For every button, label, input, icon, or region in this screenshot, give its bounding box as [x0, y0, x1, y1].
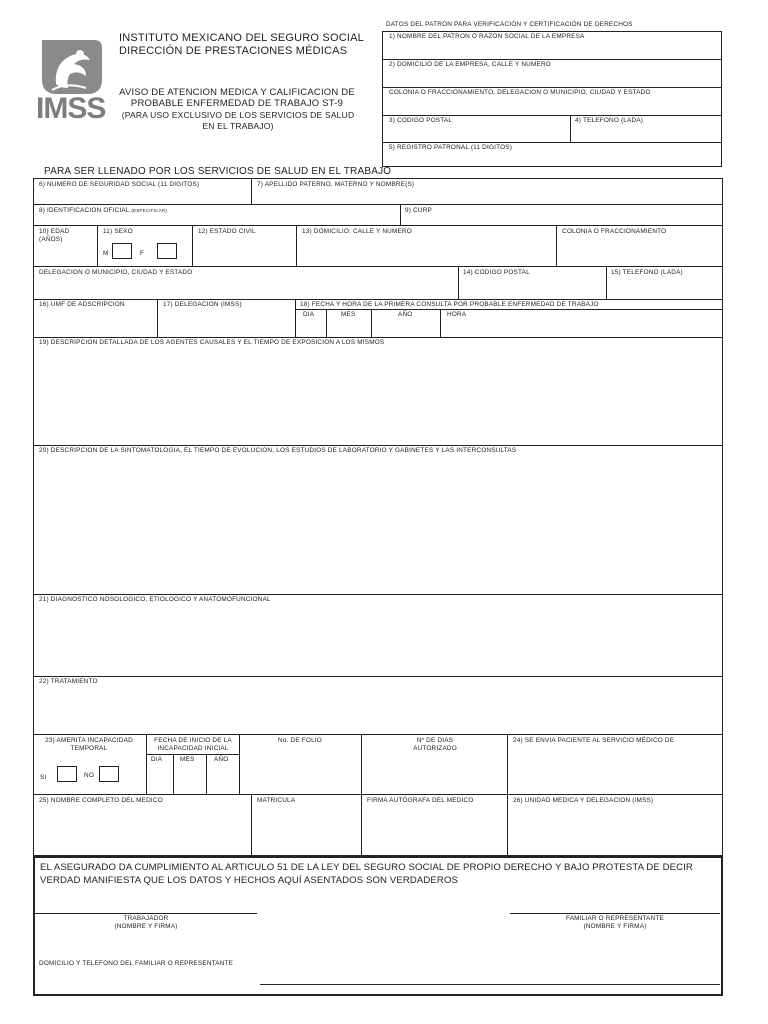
address-field[interactable]: 13) DOMICILIO: CALLE Y NUMERO	[302, 228, 412, 235]
employer-colonia-field[interactable]: COLONIA O FRACCIONAMIENTO, DELEGACION O MUNICIPIO, CIUDAD Y ESTADO	[389, 89, 651, 96]
consult-month-field[interactable]: MES	[341, 311, 356, 318]
first-consult-label: 18) FECHA Y HORA DE LA PRIMERA CONSULTA POR PROBABLE ENFERMEDAD DE TRABAJO	[300, 301, 599, 308]
marital-status-field[interactable]: 12) ESTADO CIVIL	[198, 228, 256, 235]
name-field[interactable]: 7) APELLIDO PATERNO, MATERNO Y NOMBRE(S)	[257, 181, 415, 188]
worker-signature-sub: (NOMBRE Y FIRMA)	[114, 923, 178, 930]
symptoms-field[interactable]: 20) DESCRIPCION DE LA SINTOMATOLOGIA, EL TIEMPO DE EVOLUCION, LOS ESTUDIOS DE LABORATORIO Y GABINETES Y LAS INTERCONSULTAS	[39, 447, 517, 454]
imss-delegation-field[interactable]: 17) DELEGACION (IMSS)	[163, 301, 242, 308]
diagnosis-field[interactable]: 21) DIAGNOSTICO NOSOLOGICO, ETIOLOGICO Y ANATOMOFUNCIONAL	[39, 596, 271, 603]
patient-postal-code-field[interactable]: 14) CODIGO POSTAL	[463, 269, 530, 276]
incapacity-start-label: FECHA DE INICIO DE LA INCAPACIDAD INICIAL	[154, 737, 232, 752]
employer-postal-code-field[interactable]: 3) CODIGO POSTAL	[389, 117, 453, 124]
incapacity-si-label: SI	[40, 774, 47, 781]
nss-field[interactable]: 6) NUMERO DE SEGURIDAD SOCIAL (11 DIGITOS)	[39, 181, 200, 188]
incapacity-month-field[interactable]: MES	[180, 756, 195, 763]
form-subtitle: (PARA USO EXCLUSIVO DE LOS SERVICIOS DE SALUD EN EL TRABAJO)	[121, 110, 355, 131]
incapacity-day-field[interactable]: DIA	[151, 756, 163, 763]
sex-m-checkbox[interactable]	[112, 243, 132, 259]
section-title: PARA SER LLENADO POR LOS SERVICIOS DE SALUD EN EL TRABAJO	[44, 166, 392, 177]
medical-unit-field[interactable]: 26) UNIDAD MEDICA Y DELEGACION (IMSS)	[513, 797, 654, 804]
curp-field[interactable]: 9) CURP	[405, 207, 432, 214]
institute-name: INSTITUTO MEXICANO DEL SEGURO SOCIAL	[119, 32, 364, 44]
doctor-signature-field[interactable]: FIRMA AUTÓGRAFA DEL MEDICO	[367, 797, 474, 804]
employer-name-field[interactable]: 1) NOMBRE DEL PATRON O RAZON SOCIAL DE LA EMPRESA	[389, 33, 585, 40]
form-title-line2: PROBABLE ENFERMEDAD DE TRABAJO ST-9	[130, 98, 344, 109]
employer-section-title: DATOS DEL PATRÓN PARA VERIFICACIÓN Y CERTIFICACIÓN DE DERECHOS	[386, 21, 633, 28]
sex-label: 11) SEXO	[103, 228, 133, 235]
logo-text: IMSS	[36, 92, 106, 125]
incapacity-no-label: NO	[84, 772, 94, 779]
age-field[interactable]: 10) EDAD (AÑOS)	[39, 228, 70, 243]
folio-field[interactable]: No. DE FOLIO	[278, 737, 322, 744]
declaration-text: EL ASEGURADO DA CUMPLIMIENTO AL ARTICULO 51 DE LA LEY DEL SEGURO SOCIAL DE PROPIO DERECHO Y BAJO PROTESTA DE DECIR VERDAD MANIFIESTA QUE LOS DATOS Y HECHOS AQUÍ ASENTADOS SON VERDADEROS	[40, 862, 693, 886]
id-field[interactable]	[39, 207, 167, 215]
colonia-field[interactable]: COLONIA O FRACCIONAMIENTO	[562, 228, 667, 235]
delegacion-field[interactable]: DELEGACION O MUNICIPIO, CIUDAD Y ESTADO	[39, 269, 193, 276]
causal-agents-field[interactable]: 19) DESCRIPCION DETALLADA DE LOS AGENTES CAUSALES Y EL TIEMPO DE EXPOSICION A LOS MISMOS	[39, 339, 385, 346]
incapacity-no-checkbox[interactable]	[99, 766, 119, 782]
main-form	[33, 178, 723, 856]
authorized-days-field[interactable]: Nº DE DIAS AUTORIZADO	[413, 737, 457, 752]
incapacity-si-checkbox[interactable]	[57, 766, 77, 782]
employer-registry-field[interactable]: 5) REGISTRO PATRONAL (11 DIGITOS)	[389, 144, 513, 151]
representative-signature-label: FAMILIAR O REPRESENTANTE	[565, 915, 665, 922]
sex-f-checkbox[interactable]	[157, 243, 177, 259]
worker-signature-label: TRABAJADOR	[123, 915, 169, 922]
patient-phone-field[interactable]: 15) TELEFONO (LADA)	[611, 269, 683, 276]
representative-signature-sub: (NOMBRE Y FIRMA)	[583, 923, 647, 930]
id-note: (ESPECIFICAR)	[131, 208, 167, 213]
form-title-line1: AVISO DE ATENCION MEDICA Y CALIFICACION DE	[119, 87, 355, 98]
id-label: 8) IDENTIFICACION OFICIAL	[39, 207, 130, 214]
sex-f-label: F	[140, 250, 145, 257]
incapacity-year-field[interactable]: AÑO	[214, 756, 229, 763]
representative-address-label: DOMICILIO Y TELEFONO DEL FAMILIAR O REPRESENTANTE	[39, 960, 234, 967]
referral-field[interactable]: 24) SE ENVIA PACIENTE AL SERVICIO MÉDICO DE	[513, 737, 675, 744]
representative-address-line[interactable]	[260, 984, 720, 985]
treatment-field[interactable]: 22) TRATAMIENTO	[39, 678, 98, 685]
consult-day-field[interactable]: DIA	[303, 311, 315, 318]
employer-phone-field[interactable]: 4) TELEFONO (LADA)	[575, 117, 644, 124]
incapacity-label: 23) AMERITA INCAPACIDAD TEMPORAL	[45, 737, 133, 752]
sex-m-label: M	[103, 250, 109, 257]
employer-address-field[interactable]: 2) DOMICILIO DE LA EMPRESA, CALLE Y NUMERO	[389, 61, 551, 68]
matricula-field[interactable]: MATRICULA	[257, 797, 296, 804]
consult-year-field[interactable]: AÑO	[398, 311, 413, 318]
institute-directorate: DIRECCIÓN DE PRESTACIONES MÉDICAS	[119, 45, 348, 57]
doctor-name-field[interactable]: 25) NOMBRE COMPLETO DEL MEDICO	[39, 797, 163, 804]
consult-hour-field[interactable]: HORA	[447, 311, 467, 318]
umf-field[interactable]: 16) UMF DE ADSCRIPCION	[39, 301, 125, 308]
